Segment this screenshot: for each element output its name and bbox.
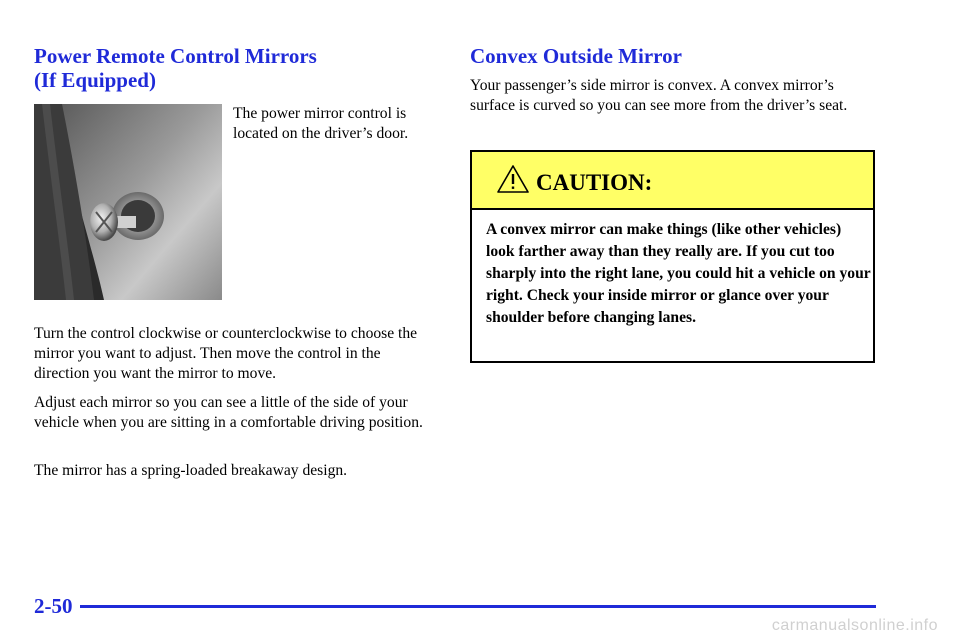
warning-triangle-icon [496, 164, 530, 199]
caution-header [472, 152, 873, 210]
paragraph-convex-intro: Your passenger’s side mirror is convex. A convex mirror’s surface is curved so you can see more from the driver’s seat. [470, 77, 848, 114]
heading-line-2: (If Equipped) [34, 68, 156, 92]
section-heading-convex-mirror: Convex Outside Mirror [470, 44, 682, 68]
photo-caption: The power mirror control is located on the driver’s door. [233, 105, 409, 142]
caution-text: A convex mirror can make things (like other vehicles) look farther away than they really are. If you cut too sharply into the right lane, you could hit a vehicle on your right. Check your inside mirror or glance over your shoulder before changing lanes. [486, 221, 871, 326]
page-number: 2-50 [34, 594, 73, 618]
caution-box [470, 150, 875, 363]
caution-title: CAUTION: [536, 170, 653, 195]
section-heading-power-mirrors [34, 44, 317, 92]
paragraph-control-usage: Turn the control clockwise or counterclockwise to choose the mirror you want to adjust. Then move the control in the direction you want the mirror to move. [34, 325, 418, 382]
heading-line-1: Power Remote Control Mirrors [34, 44, 317, 68]
paragraph-breakaway: The mirror has a spring-loaded breakaway design. [34, 462, 348, 479]
paragraph-adjust-mirror: Adjust each mirror so you can see a little of the side of your vehicle when you are sitting in a comfortable driving position. [34, 394, 423, 431]
mirror-control-photo [34, 104, 222, 300]
watermark: carmanualsonline.info [771, 617, 938, 634]
footer-rule [80, 605, 876, 608]
